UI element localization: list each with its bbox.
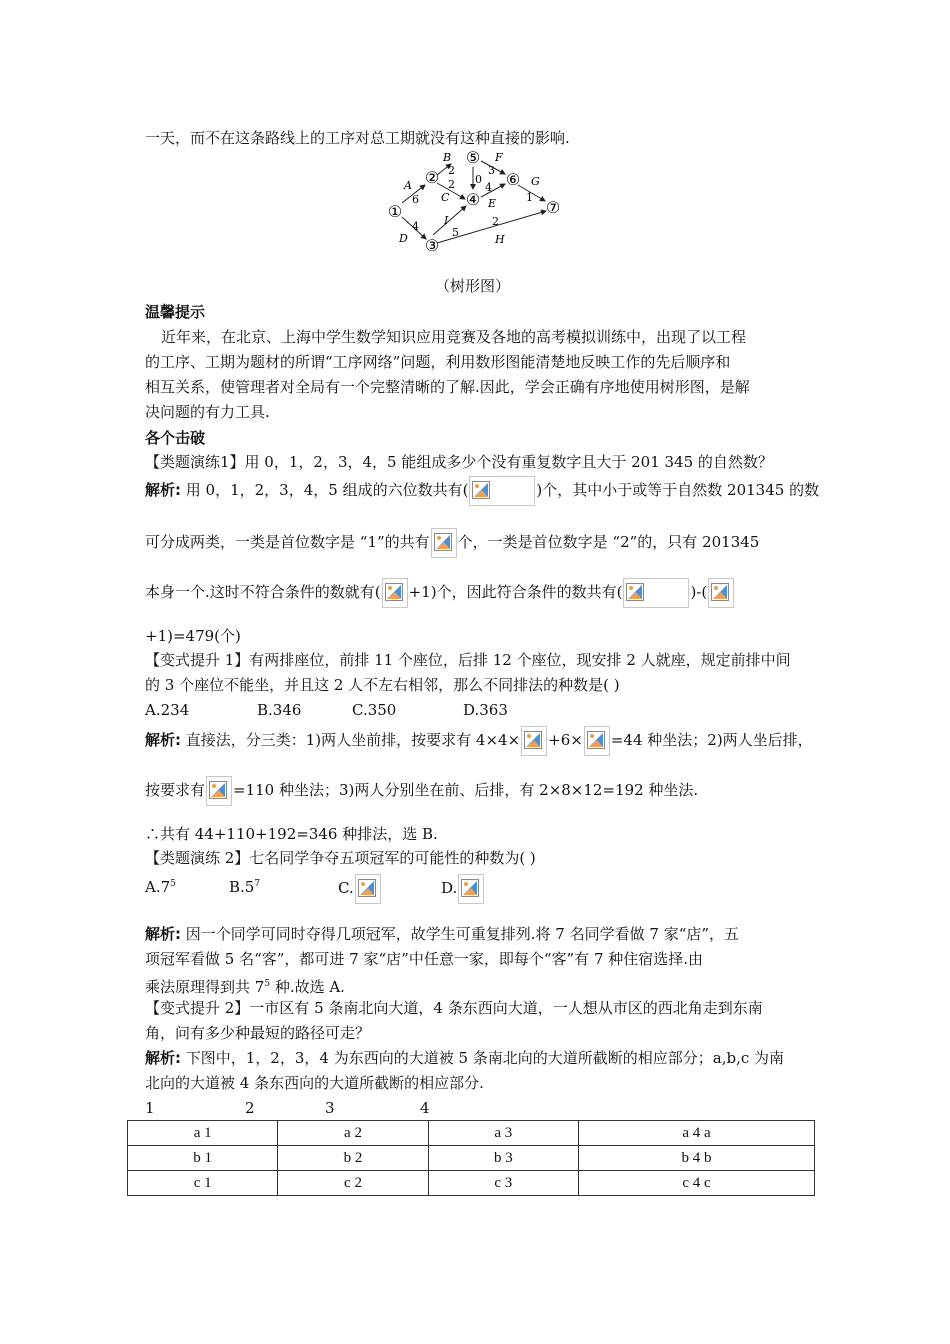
table-cell: a 2 [278,1121,428,1146]
q3-option-b: $B.5^7$ [229,878,261,896]
formula-image [584,726,610,756]
intro-line: 一天，而不在这条路线上的工序对总工期就没有这种直接的影响. [145,129,570,147]
q2-title: 的 3 个座位不能坐，并且这 2 人不左右相邻，那么不同排法的种数是( ) [145,676,620,694]
q2-answer-line: 按要求有 =110 种坐法；3)两人分别坐在前、后排，有 2×8×12=192 种坐法. [145,776,698,806]
q4-answer-line: 北向的大道被 4 条东西向的大道所截断的相应部分. [145,1074,484,1092]
table-row [128,1121,815,1146]
edge-label-B: B [443,151,452,164]
table-cell: a 3 [428,1121,578,1146]
edge-weight-C: 2 [448,178,455,191]
tip-heading: 温馨提示 [145,303,206,321]
formula-image [431,528,457,558]
edge-weight-E: 4 [485,181,492,194]
q3-option-c: C. [338,874,382,904]
edge-label-I: I [444,214,449,227]
table-row [128,1171,815,1196]
formula-image [206,776,232,806]
edge-weight-A: 6 [412,193,419,206]
q3-title: 【类题演练 2】七名同学争夺五项冠军的可能性的种数为( ) [145,849,536,867]
formula-image [469,476,535,506]
edge-weight-G: 1 [526,191,533,204]
node-7: ⑦ [545,198,561,217]
q3-option-a: $A.7^5$ [145,878,176,896]
q4-title: 角，问有多少种最短的路径可走？ [145,1024,371,1042]
edge-label-G: G [531,175,540,188]
column-label: 1 [145,1099,155,1117]
edge-label-C: C [441,191,450,204]
node-2: ② [424,168,440,187]
q1-title: 【类题演练1】用 0，1，2，3，4，5 能组成多少个没有重复数字且大于 201 345 的自然数？ [145,453,773,471]
table-cell: c 2 [278,1171,428,1196]
edge-weight-B: 2 [448,164,455,177]
formula-image [623,578,689,608]
answer-label: 解析: [145,481,181,499]
q2-option-d: D.363 [463,701,508,719]
tip-line: 近年来，在北京、上海中学生数学知识应用竞赛及各地的高考模拟训练中，出现了以工程 [161,328,747,346]
q2-title: 【变式提升 1】有两排座位，前排 11 个座位，后排 12 个座位，现安排 2 人就座，规定前排中间 [145,651,791,669]
column-label: 4 [420,1099,430,1117]
edge-weight-I: 5 [452,226,459,239]
formula-image [382,578,408,608]
q2-option-b: B.346 [257,701,302,719]
node-3: ③ [424,236,440,255]
table-row [128,1146,815,1171]
formula-image [521,726,547,756]
q1-answer-line: 解析: 用 0，1，2，3，4，5 组成的六位数共有( )个，其中小于或等于自然数 201345 的数 [145,476,819,506]
edge-weight-H: 2 [492,215,499,228]
formula-image [458,874,484,904]
answer-label: 解析: [145,731,181,749]
edge-label-F: F [495,151,503,164]
q3-option-d: D. [441,874,485,904]
edge-weight-0: 0 [475,173,482,186]
table-cell: c 1 [128,1171,278,1196]
edge-label-A: A [404,179,412,192]
tip-line: 相互关系，使管理者对全局有一个完整清晰的了解.因此，学会正确有序地使用树形图，是解 [145,378,750,396]
answer-label: 解析: [145,925,181,943]
q2-option-a: A.234 [145,701,190,719]
q1-answer-result: +1)=479(个) [145,627,241,645]
node-1: ① [387,202,403,221]
q4-answer-line: 解析: 下图中，1，2，3，4 为东西向的大道被 5 条南北向的大道所截断的相应部分；a,b,c 为南 [145,1049,785,1067]
tip-line: 的工序、工期为题材的所谓“工序网络”问题，利用数形图能清楚地反映工作的先后顺序和 [145,353,731,371]
column-label: 3 [325,1099,335,1117]
q1-answer-line: 本身一个.这时不符合条件的数就有( +1)个，因此符合条件的数共有( )-( [145,578,735,608]
section-heading: 各个击破 [145,429,206,447]
q2-conclusion: ∴共有 44+110+192=346 种排法，选 B. [145,825,438,843]
q2-option-c: C.350 [352,701,397,719]
q3-answer-line: 乘法原理得到共 $7^5$ 种.故选 A. [145,978,345,996]
edge-weight-F: 3 [488,164,495,177]
formula-image [355,874,381,904]
street-grid-table [127,1120,815,1196]
table-cell: a 1 [128,1121,278,1146]
table-cell: b 1 [128,1146,278,1171]
q2-answer-line: 解析: 直接法，分三类：1)两人坐前排，按要求有 4×4× +6× =44 种坐法；2)两人坐后排， [145,726,813,756]
q1-answer-line: 可分成两类，一类是首位数字是 “1”的共有 个，一类是首位数字是 “2”的，只有 201345 [145,528,759,558]
table-cell: b 4 b [578,1146,814,1171]
q3-answer-line: 解析: 因一个同学可同时夺得几项冠军，故学生可重复排列.将 7 名同学看做 7 家“店”，五 [145,925,740,943]
q4-title: 【变式提升 2】一市区有 5 条南北向大道，4 条东西向大道，一人想从市区的西北角走到东南 [145,999,763,1017]
diagram-caption: （树形图） [435,277,511,295]
formula-image [708,578,734,608]
column-label: 2 [245,1099,255,1117]
table-cell: c 3 [428,1171,578,1196]
network-diagram [385,145,575,260]
table-cell: b 2 [278,1146,428,1171]
node-6: ⑥ [505,170,521,189]
edge-label-H: H [495,233,505,246]
table-cell: b 3 [428,1146,578,1171]
node-5: ⑤ [465,148,481,167]
table-cell: c 4 c [578,1171,814,1196]
edge-label-D: D [399,232,408,245]
answer-label: 解析: [145,1049,181,1067]
tip-line: 决问题的有力工具. [145,403,270,421]
edge-label-E: E [488,197,497,210]
table-cell: a 4 a [578,1121,814,1146]
edge-weight-D: 4 [412,220,419,233]
node-4: ④ [465,190,481,209]
q3-answer-line: 项冠军看做 5 名“客”，都可进 7 家“店”中任意一家，即每个“客”有 7 种住宿选择.由 [145,950,704,968]
